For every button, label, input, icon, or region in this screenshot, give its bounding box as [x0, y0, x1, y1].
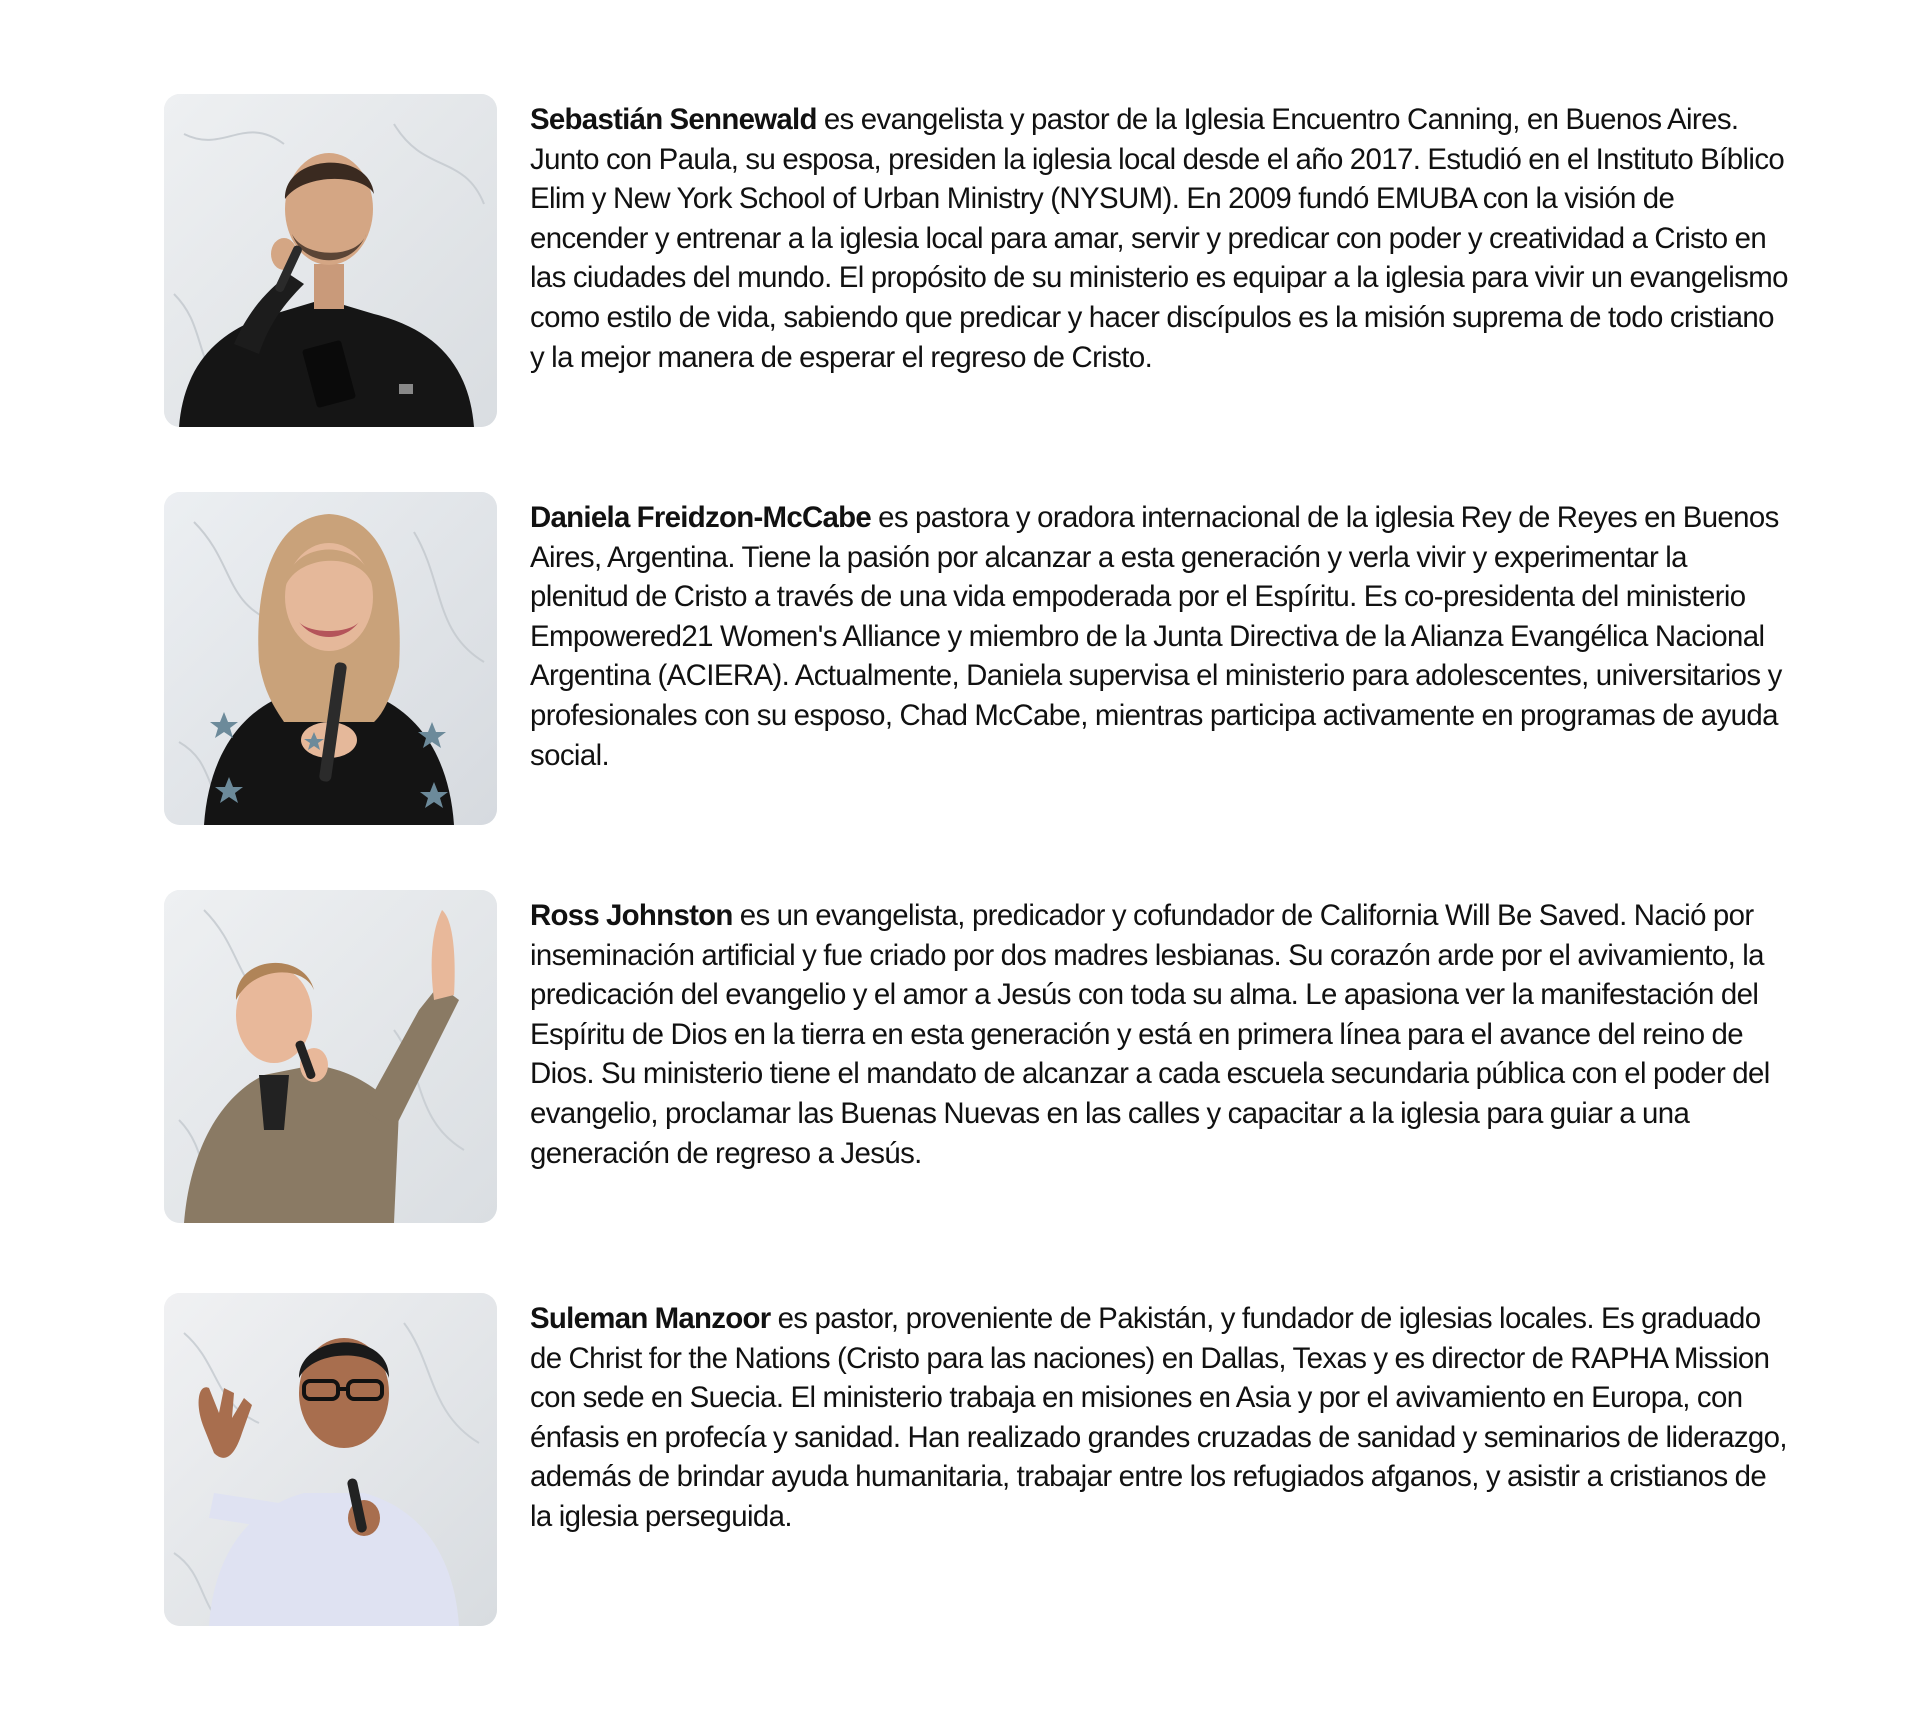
- speaker-photo-illustration: [164, 890, 497, 1223]
- speaker-photo: [164, 890, 497, 1223]
- speaker-description: es pastor, proveniente de Pakistán, y fundador de iglesias locales. Es graduado de Christ for the Nations (Cristo para las naciones) en Dallas, Texas y es director de RAPHA Mission con sede en Suecia. El ministerio trabaja en misiones en Asia y por el avivamiento en Europa, con énfasis en profecía y sanidad. Han realizado grandes cruzadas de sanidad y seminarios de liderazgo, además de brindar ayuda humanitaria, trabajar entre los refugiados afganos, y asistir a cristianos de la iglesia perseguida.: [530, 1302, 1787, 1533]
- speaker-card-sebastian-sennewald: [164, 94, 1788, 428]
- speaker-name: Sebastián Sennewald: [530, 103, 817, 136]
- speaker-photo: [164, 1293, 497, 1626]
- speaker-description: es evangelista y pastor de la Iglesia Encuentro Canning, en Buenos Aires. Junto con Paula, su esposa, presiden la iglesia local desde el año 2017. Estudió en el Instituto Bíblico Elim y New York School of Urban Ministry (NYSUM). En 2009 fundó EMUBA con la visión de encender y entrenar a la iglesia local para amar, servir y predicar con poder y creatividad a Cristo en las ciudades del mundo. El propósito de su ministerio es equipar a la iglesia para vivir un evangelismo como estilo de vida, sabiendo que predicar y hacer discípulos es la misión suprema de todo cristiano y la mejor manera de esperar el regreso de Cristo.: [530, 103, 1788, 374]
- speaker-card-suleman-manzoor: [164, 1293, 1787, 1627]
- speaker-photo-illustration: [164, 492, 497, 825]
- speaker-bio: [530, 1299, 1788, 1537]
- speaker-bio: [530, 100, 1788, 377]
- speaker-photo: [164, 492, 497, 825]
- speaker-photo-illustration: [164, 94, 497, 427]
- speaker-name: Ross Johnston: [530, 899, 733, 932]
- speaker-name: Daniela Freidzon-McCabe: [530, 501, 872, 534]
- speaker-bio: [530, 498, 1788, 775]
- speaker-bio: [530, 896, 1788, 1173]
- speaker-card-ross-johnston: [164, 890, 1784, 1224]
- speaker-photo-illustration: [164, 1293, 497, 1626]
- speaker-description: es un evangelista, predicador y cofundador de California Will Be Saved. Nació por inseminación artificial y fue criado por dos madres lesbianas. Su corazón arde por el avivamiento, la predicación del evangelio y el amor a Jesús con toda su alma. Le apasiona ver la manifestación del Espíritu de Dios en la tierra en esta generación y está en primera línea para el avance del reino de Dios. Su ministerio tiene el mandato de alcanzar a cada escuela secundaria pública con el poder del evangelio, proclamar las Buenas Nuevas en las calles y capacitar a la iglesia para guiar a una generación de regreso a Jesús.: [530, 899, 1770, 1170]
- speaker-photo: [164, 94, 497, 427]
- speaker-card-daniela-freidzon-mccabe: [164, 492, 1784, 826]
- speaker-name: Suleman Manzoor: [530, 1302, 771, 1335]
- speaker-description: es pastora y oradora internacional de la iglesia Rey de Reyes en Buenos Aires, Argentina. Tiene la pasión por alcanzar a esta generación y verla vivir y experimentar la plenitud de Cristo a través de una vida empoderada por el Espíritu. Es co-presidenta del ministerio Empowered21 Women's Alliance y miembro de la Junta Directiva de la Alianza Evangélica Nacional Argentina (ACIERA). Actualmente, Daniela supervisa el ministerio para adolescentes, universitarios y profesionales con su esposo, Chad McCabe, mientras participa activamente en programas de ayuda social.: [530, 501, 1782, 772]
